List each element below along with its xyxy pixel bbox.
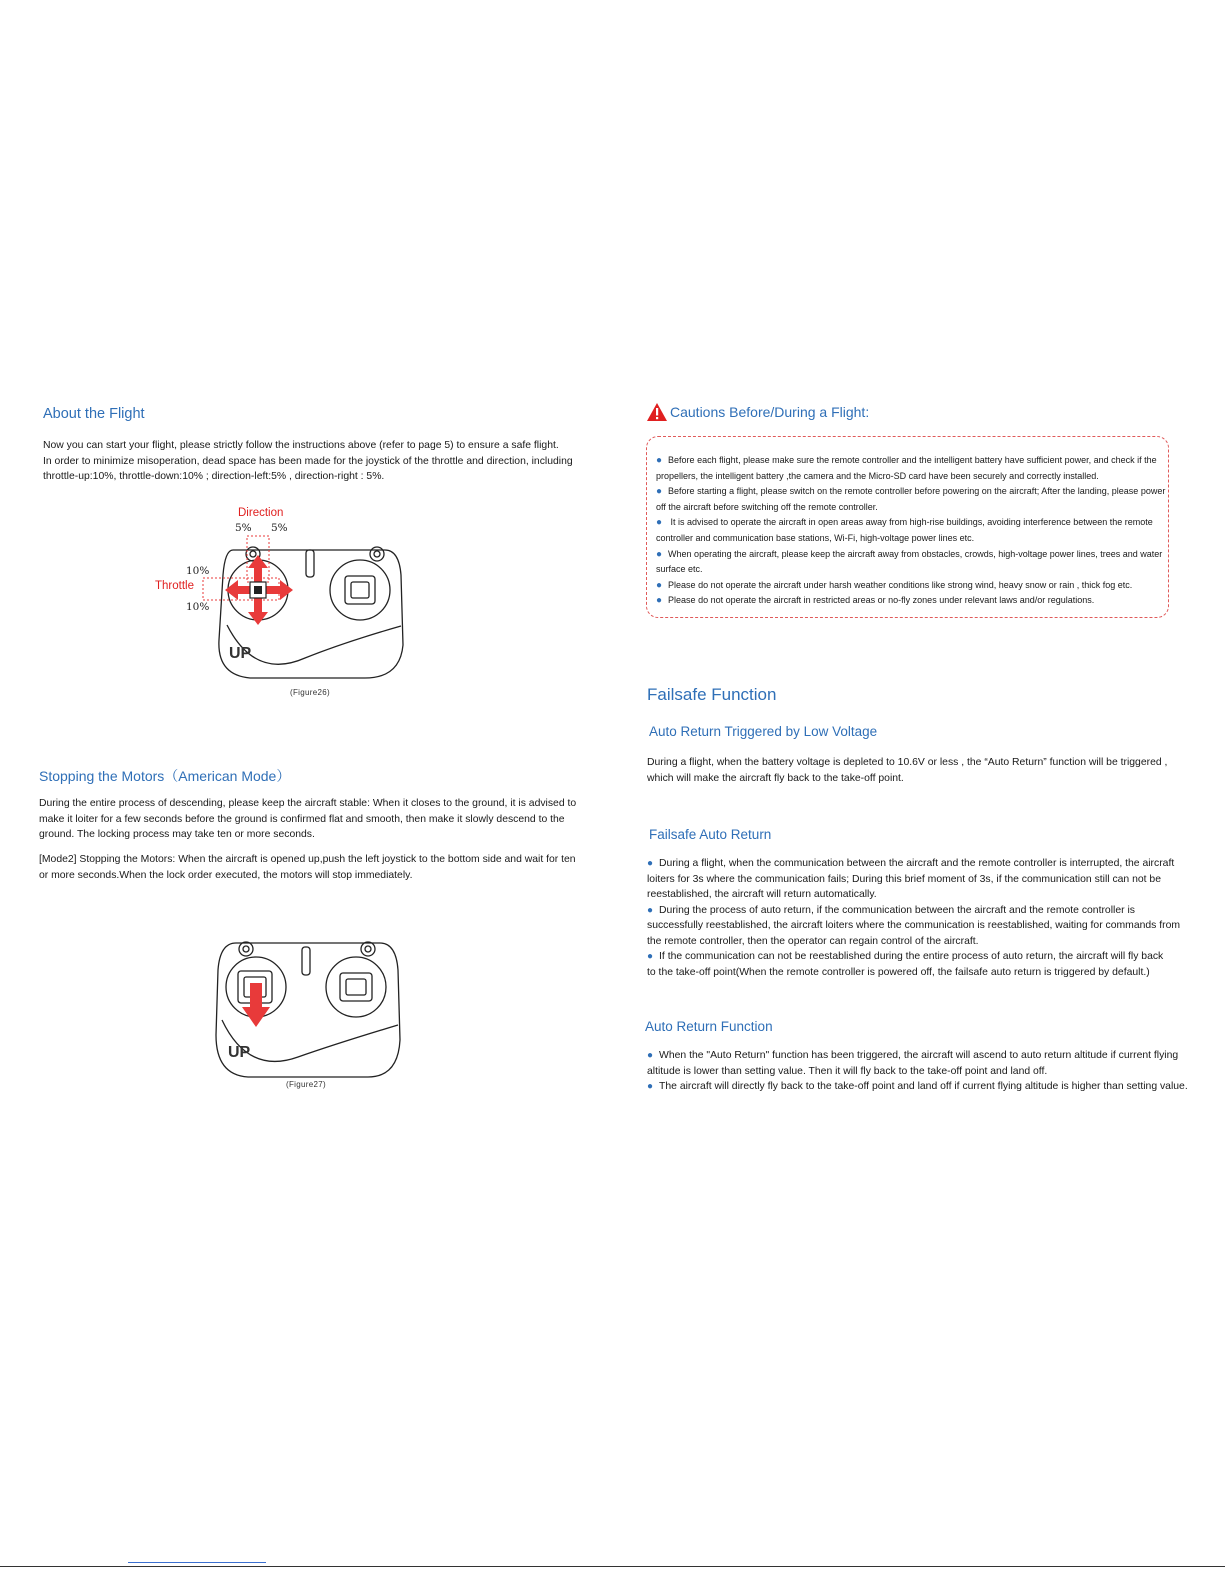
auto-return-line: successfully reestablished, the aircraft loiters where the communication is reestablished, waiting for commands from	[647, 920, 1181, 931]
figure27-caption: (Figure27)	[286, 1080, 326, 1089]
caution-line: ● Please do not operate the aircraft under harsh weather conditions like strong wind, heavy snow or rain , thick fog etc.	[656, 579, 1133, 591]
auto-return-line: loiters for 3s where the communication fails; During this brief moment of 3s, if the communication still can not be	[647, 873, 1161, 885]
footer-divider	[0, 1566, 1225, 1567]
about-flight-text	[43, 438, 573, 485]
function-line: ● The aircraft will directly fly back to the take-off point and land off if current flying altitude is higher than setting value.	[647, 1081, 1188, 1092]
direction-label: Direction	[238, 507, 284, 519]
caution-line: propellers, the intelligent battery ,the camera and the Micro-SD card have been securely and correctly installed.	[656, 470, 1099, 481]
about-line: throttle-up:10%, throttle-down:10% ; direction-left:5% , direction-right : 5%.	[43, 471, 385, 482]
about-line: Now you can start your flight, please strictly follow the instructions above (refer to page 5) to ensure a safe flight.	[43, 440, 559, 451]
footer-link-underline	[128, 1562, 266, 1563]
bullet-icon: ●	[656, 579, 663, 591]
svg-text:UP: UP	[229, 645, 252, 662]
direction-right-value: 5%	[271, 522, 288, 534]
failsafe-auto-return-list	[647, 856, 1180, 980]
low-voltage-heading: Auto Return Triggered by Low Voltage	[649, 724, 878, 739]
auto-return-line: reestablished, the aircraft will return automatically.	[647, 889, 877, 900]
stopping-para1	[39, 796, 576, 843]
bullet-icon: ●	[647, 951, 654, 962]
about-line: In order to minimize misoperation, dead space has been made for the joystick of the throttle and direction, including	[43, 455, 573, 467]
auto-return-line: ● During a flight, when the communication between the aircraft and the remote controller is interrupted, the aircraft	[647, 858, 1175, 869]
auto-return-line: the remote controller, then the operator can regain control of the aircraft.	[647, 935, 979, 947]
throttle-up-value: 10%	[186, 565, 210, 577]
stopping-line: make it loiter for a few seconds before the ground is confirmed flat and smooth, then make it slowly descend to the	[39, 813, 565, 825]
caution-line: ● Please do not operate the aircraft in restricted areas or no-fly zones under relevant laws and/or regulations.	[656, 595, 1095, 607]
stopping-motors-heading: Stopping the Motors（American Mode）	[39, 768, 291, 784]
auto-return-function-list	[647, 1048, 1188, 1095]
low-voltage-text	[647, 755, 1167, 786]
remote-controller-figure26	[195, 530, 425, 690]
warning-triangle-icon	[646, 402, 668, 422]
bullet-icon: ●	[656, 517, 663, 529]
failsafe-heading: Failsafe Function	[647, 685, 777, 704]
stopping-line: [Mode2] Stopping the Motors: When the aircraft is opened up,push the left joystick to the bottom side and wait for ten	[39, 854, 576, 865]
failsafe-auto-return-heading: Failsafe Auto Return	[649, 827, 772, 842]
caution-line: ● Before starting a flight, please switch on the remote controller before powering on the aircraft; After the landing, please power	[656, 486, 1166, 498]
caution-line: ● Before each flight, please make sure the remote controller and the intelligent battery have sufficient power, and check if the	[656, 455, 1157, 466]
remote-controller-figure27	[208, 935, 408, 1085]
throttle-down-value: 10%	[186, 601, 210, 613]
caution-line: ● It is advised to operate the aircraft in open areas away from high-rise buildings, avoiding interference between the remote	[656, 517, 1153, 529]
cautions-list	[656, 453, 1166, 609]
caution-line: ● When operating the aircraft, please keep the aircraft away from obstacles, crowds, high-voltage power lines, trees and water	[656, 548, 1163, 560]
bullet-icon: ●	[647, 858, 654, 869]
about-flight-heading: About the Flight	[43, 406, 145, 422]
caution-line: controller and communication base stations, Wi-Fi, high-voltage power lines etc.	[656, 532, 975, 543]
bullet-icon: ●	[656, 595, 663, 607]
stopping-line: During the entire process of descending, please keep the aircraft stable: When it closes to the ground, it is advised to	[39, 798, 577, 809]
auto-return-line: ● During the process of auto return, if the communication between the aircraft and the remote controller is	[647, 904, 1135, 916]
stopping-para2	[39, 852, 576, 883]
bullet-icon: ●	[656, 548, 663, 560]
direction-left-value: 5%	[235, 522, 252, 534]
bullet-icon: ●	[656, 486, 663, 498]
low-voltage-line: which will make the aircraft fly back to the take-off point.	[647, 772, 904, 784]
auto-return-function-heading: Auto Return Function	[645, 1019, 773, 1034]
function-line: altitude is lower than setting value. Then it will fly back to the take-off point and land off.	[647, 1065, 1048, 1077]
stopping-line: ground. The locking process may take ten or more seconds.	[39, 829, 315, 840]
svg-text:UP: UP	[228, 1044, 251, 1061]
bullet-icon: ●	[647, 904, 654, 916]
low-voltage-line: During a flight, when the battery voltage is depleted to 10.6V or less , the “Auto Return” function will be triggered ,	[647, 757, 1168, 768]
figure26-caption: (Figure26)	[290, 688, 330, 697]
bullet-icon: ●	[647, 1050, 654, 1061]
caution-line: surface etc.	[656, 564, 703, 575]
auto-return-line: ● If the communication can not be reestablished during the entire process of auto return, the aircraft will fly back	[647, 951, 1164, 962]
throttle-label: Throttle	[155, 580, 194, 592]
bullet-icon: ●	[647, 1081, 654, 1092]
cautions-heading: Cautions Before/During a Flight:	[670, 404, 870, 420]
auto-return-line: to the take-off point(When the remote controller is powered off, the failsafe auto return is triggered by default.)	[647, 966, 1150, 978]
stopping-line: or more seconds.When the lock order executed, the motors will stop immediately.	[39, 869, 413, 881]
caution-line: off the aircraft before switching off the remote controller.	[656, 501, 878, 512]
function-line: ● When the "Auto Return" function has been triggered, the aircraft will ascend to auto return altitude if current flying	[647, 1050, 1179, 1061]
bullet-icon: ●	[656, 455, 663, 466]
